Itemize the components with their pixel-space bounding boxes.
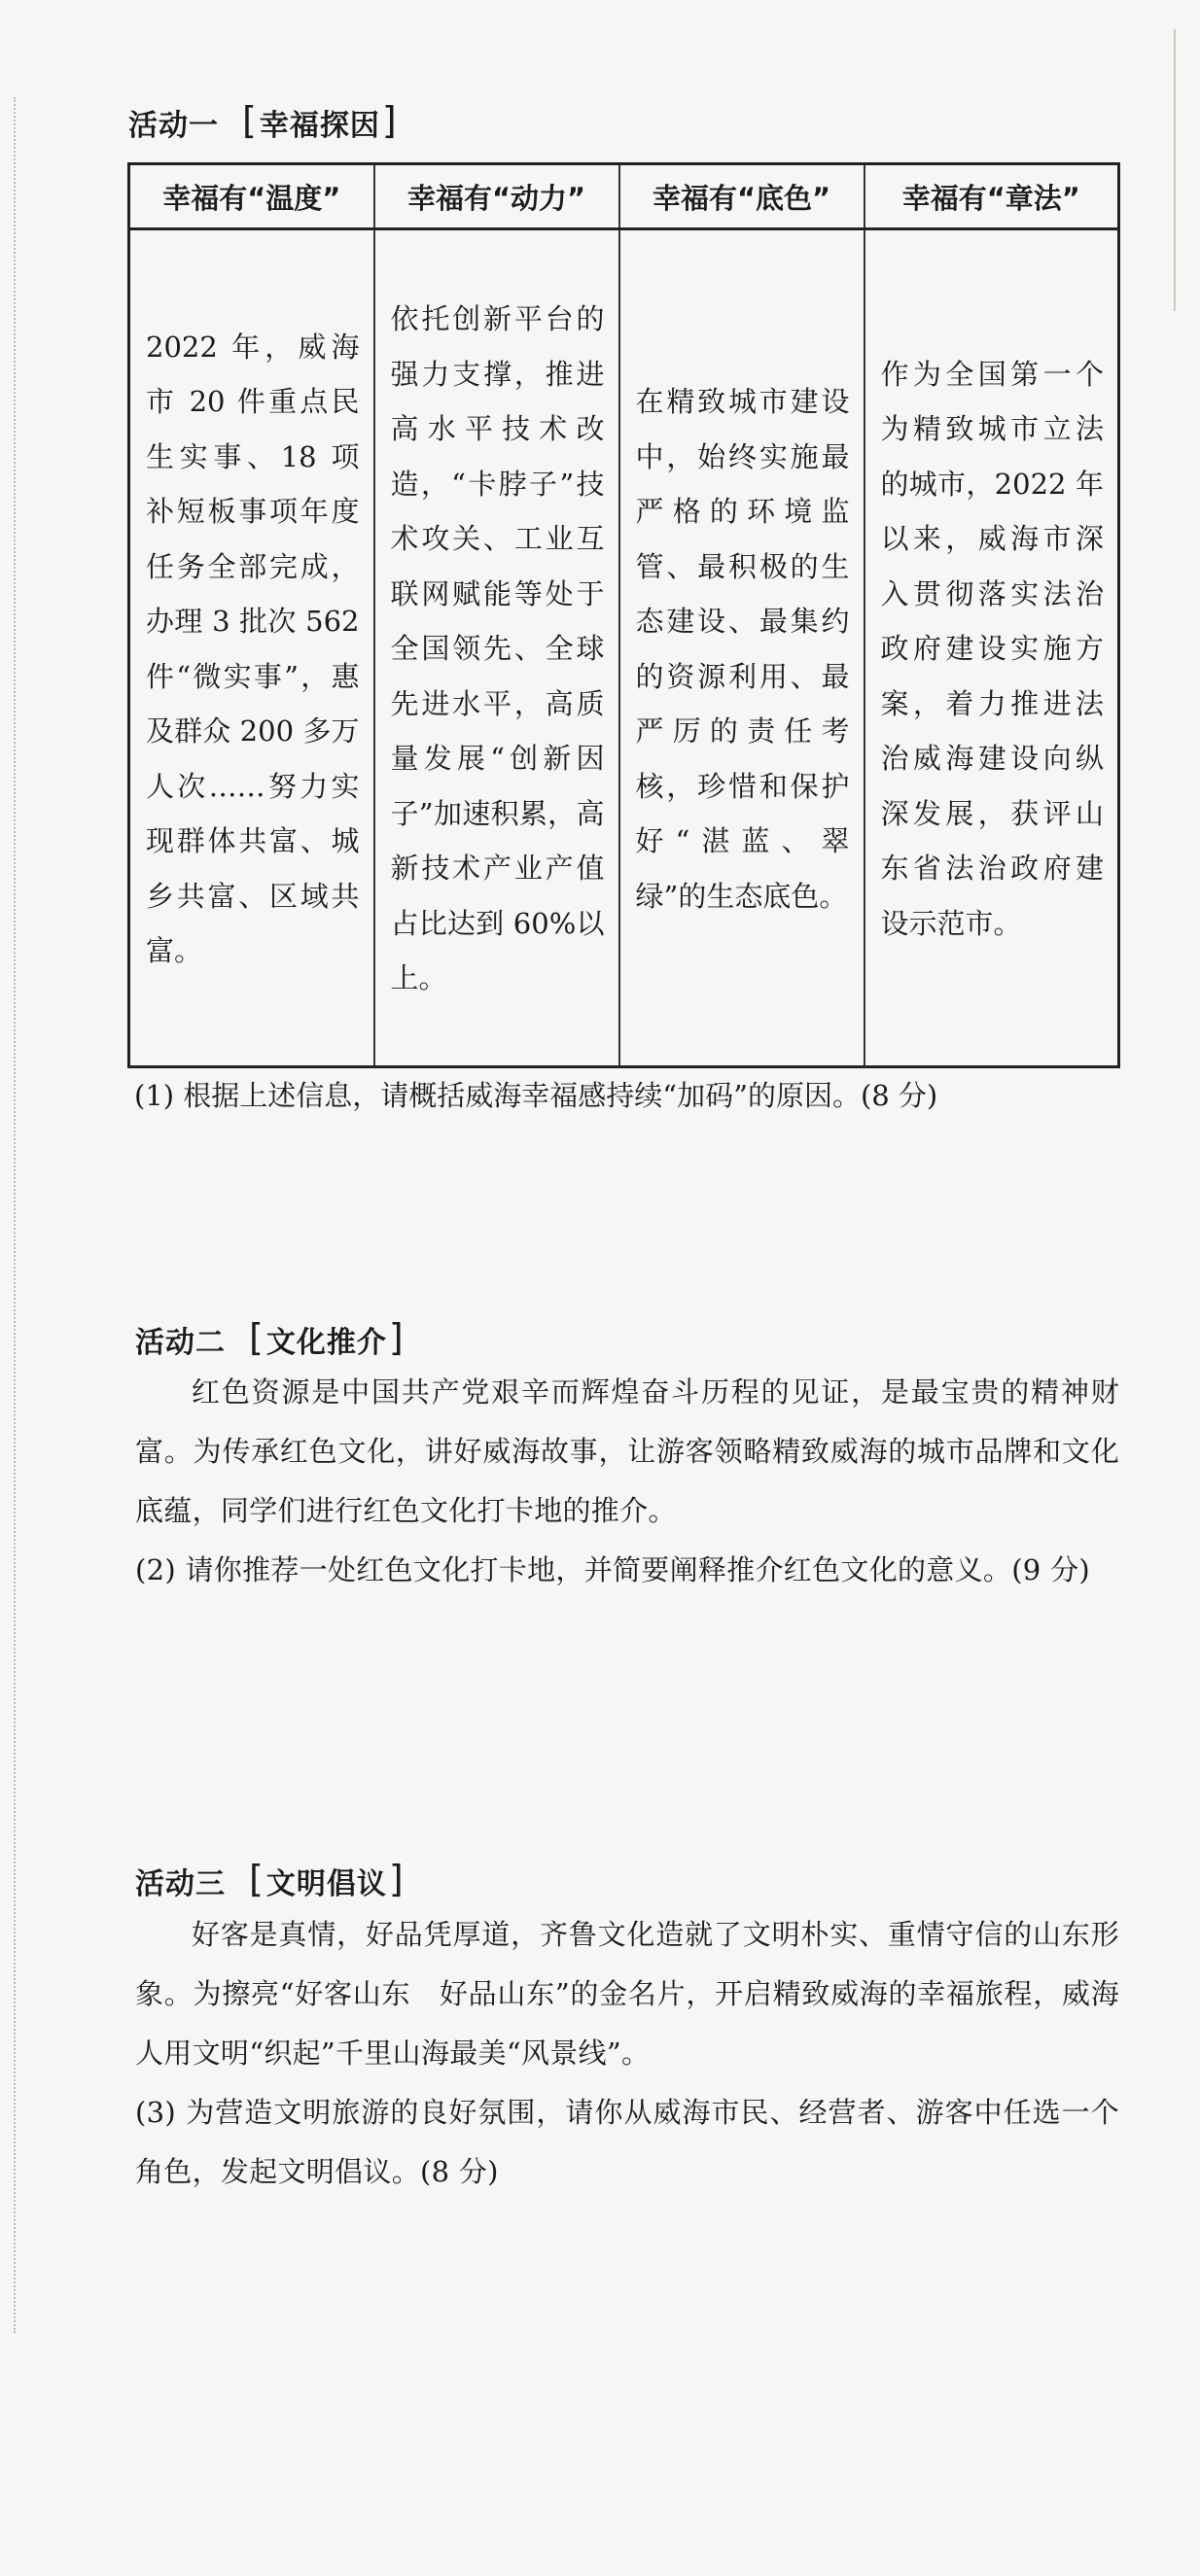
activity-1-heading [128,101,398,144]
activity-1-label: 活动一 [128,109,219,143]
activity-1-topic-text: 幸福探因 [259,109,380,143]
table-header-cell: 幸福有“底色” [619,164,865,229]
binding-margin-line [14,97,16,2333]
activity-3-paragraph: 好客是真情，好品凭厚道，齐鲁文化造就了文明朴实、重情守信的山东形象。为擦亮“好客山东 好品山东”的金名片，开启精致威海的幸福旅程，威海人用文明“织起”千里山海最美“风景线”。 [135,1918,1119,2070]
activity-2-paragraph: 红色资源是中国共产党艰辛而辉煌奋斗历程的见证，是最宝贵的精神财富。为传承红色文化，讲好威海故事，让游客领略精致威海的城市品牌和文化底蕴，同学们进行红色文化打卡地的推介。 [135,1375,1119,1527]
activity-2-label: 活动二 [135,1326,226,1360]
activity-3-heading [135,1860,405,1902]
activity-2-topic: [ 文化推介 ] [249,1316,405,1360]
activity-3-label: 活动三 [135,1867,226,1901]
activity-2-topic-text: 文化推介 [265,1326,387,1360]
table-row [129,229,1119,1067]
question-2: (2) 请你推荐一处红色文化打卡地，并简要阐释推介红色文化的意义。(9 分) [135,1553,1090,1586]
happiness-table [127,162,1120,1068]
table-header-cell: 幸福有“章法” [865,164,1119,229]
activity-1-topic: [ 幸福探因 ] [242,99,398,143]
table-cell: 依托创新平台的强力支撑，推进高水平技术改造，“卡脖子”技术攻关、工业互联网赋能等处于全国领先、全球先进水平，高质量发展“创新因子”加速积累，高新技术产业产值占比达到 60%以上。 [374,229,619,1067]
table-cell: 2022 年，威海市 20 件重点民生实事、18 项补短板事项年度任务全部完成，办理 3 批次 562 件“微实事”，惠及群众 200 多万人次……努力实现群体共富、城乡共富、区域共富。 [129,229,374,1067]
activity-3-topic: [ 文明倡议 ] [249,1858,405,1901]
table-header-row [129,164,1119,229]
table-header-cell: 幸福有“动力” [374,164,619,229]
activity-2-heading [135,1318,405,1361]
question-1: (1) 根据上述信息，请概括威海幸福感持续“加码”的原因。(8 分) [134,1079,938,1112]
table-header-cell: 幸福有“温度” [129,164,374,229]
activity-3-topic-text: 文明倡议 [265,1867,387,1901]
table-cell: 作为全国第一个为精致城市立法的城市，2022 年以来，威海市深入贯彻落实法治政府建设实施方案，着力推进法治威海建设向纵深发展，获评山东省法治政府建设示范市。 [865,229,1119,1067]
page-edge-line [1174,29,1176,311]
question-3: (3) 为营造文明旅游的良好氛围，请你从威海市民、经营者、游客中任选一个角色，发起文明倡议。(8 分) [135,2096,1119,2188]
table-cell: 在精致城市建设中，始终实施最严格的环境监管、最积极的生态建设、最集约的资源利用、最严厉的责任考核，珍惜和保护好“湛蓝、翠绿”的生态底色。 [619,229,865,1067]
